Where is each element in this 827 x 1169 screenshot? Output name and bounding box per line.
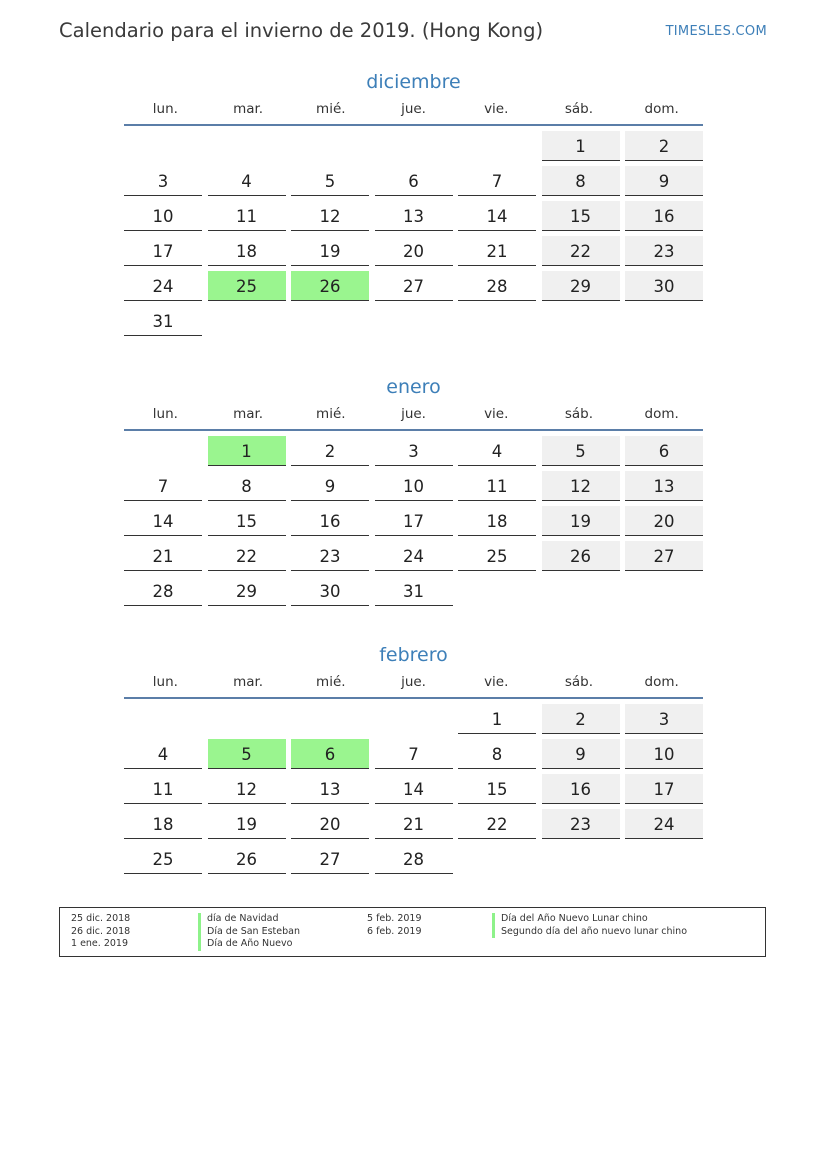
day-cell: 28 xyxy=(458,271,536,301)
legend-date: 1 ene. 2019 xyxy=(71,938,128,949)
weekday-label: sáb. xyxy=(564,674,594,690)
day-cell: 25 xyxy=(124,844,202,874)
empty-cell xyxy=(124,704,202,734)
day-cell: 6 xyxy=(625,436,703,466)
day-cell: 17 xyxy=(625,774,703,804)
weekday-label: sáb. xyxy=(564,406,594,422)
day-cell: 18 xyxy=(208,236,286,266)
day-cell: 4 xyxy=(208,166,286,196)
day-cell: 20 xyxy=(625,506,703,536)
day-cell: 31 xyxy=(124,306,202,336)
day-cell: 23 xyxy=(291,541,369,571)
holiday-day-cell: 5 xyxy=(208,739,286,769)
day-cell: 3 xyxy=(625,704,703,734)
day-cell: 10 xyxy=(625,739,703,769)
legend-date: 26 dic. 2018 xyxy=(71,925,131,937)
day-cell: 9 xyxy=(625,166,703,196)
day-grid xyxy=(124,704,703,874)
day-cell: 5 xyxy=(542,436,620,466)
weekday-label: mar. xyxy=(233,406,264,422)
empty-cell xyxy=(208,131,286,161)
day-cell: 4 xyxy=(124,739,202,769)
day-cell: 23 xyxy=(625,236,703,266)
day-cell: 6 xyxy=(375,166,453,196)
empty-cell xyxy=(208,704,286,734)
day-cell: 12 xyxy=(291,201,369,231)
legend-right-dates xyxy=(367,913,422,938)
day-cell: 13 xyxy=(625,471,703,501)
day-cell: 9 xyxy=(542,739,620,769)
empty-cell xyxy=(124,436,202,466)
day-cell: 30 xyxy=(625,271,703,301)
day-grid xyxy=(124,131,703,336)
day-cell: 12 xyxy=(208,774,286,804)
weekday-label: dom. xyxy=(644,406,679,422)
day-cell: 3 xyxy=(375,436,453,466)
weekday-header-row xyxy=(124,405,703,431)
day-cell: 11 xyxy=(458,471,536,501)
day-cell: 18 xyxy=(124,809,202,839)
holiday-day-cell: 25 xyxy=(208,271,286,301)
day-cell: 24 xyxy=(375,541,453,571)
day-cell: 23 xyxy=(542,809,620,839)
day-cell: 10 xyxy=(124,201,202,231)
day-cell: 29 xyxy=(542,271,620,301)
day-cell: 11 xyxy=(208,201,286,231)
empty-cell xyxy=(375,131,453,161)
day-cell: 8 xyxy=(208,471,286,501)
day-cell: 7 xyxy=(375,739,453,769)
day-cell: 3 xyxy=(124,166,202,196)
day-cell: 21 xyxy=(124,541,202,571)
legend-holiday-name: Día del Año Nuevo Lunar chino xyxy=(492,913,687,926)
legend-holiday-name: Segundo día del año nuevo lunar chino xyxy=(492,926,687,939)
legend-right-names xyxy=(492,913,687,938)
day-cell: 27 xyxy=(375,271,453,301)
day-cell: 27 xyxy=(625,541,703,571)
month-1 xyxy=(124,375,703,606)
day-cell: 8 xyxy=(458,739,536,769)
empty-cell xyxy=(291,131,369,161)
legend-holiday-name: día de Navidad xyxy=(198,913,300,926)
month-name: febrero xyxy=(379,644,448,666)
day-cell: 15 xyxy=(458,774,536,804)
legend-holiday-name: Día de Año Nuevo xyxy=(198,938,300,951)
weekday-label: vie. xyxy=(484,674,509,690)
legend-holiday-name: Día de San Esteban xyxy=(198,926,300,939)
day-cell: 15 xyxy=(542,201,620,231)
month-0 xyxy=(124,70,703,336)
day-cell: 19 xyxy=(291,236,369,266)
day-cell: 19 xyxy=(208,809,286,839)
empty-cell xyxy=(458,131,536,161)
day-cell: 4 xyxy=(458,436,536,466)
day-cell: 26 xyxy=(542,541,620,571)
weekday-label: lun. xyxy=(152,406,178,422)
day-cell: 9 xyxy=(291,471,369,501)
weekday-label: vie. xyxy=(484,101,509,117)
day-cell: 20 xyxy=(291,809,369,839)
empty-cell xyxy=(124,131,202,161)
weekday-label: mié. xyxy=(316,674,346,690)
day-cell: 18 xyxy=(458,506,536,536)
day-cell: 12 xyxy=(542,471,620,501)
day-cell: 8 xyxy=(542,166,620,196)
weekday-label: dom. xyxy=(644,101,679,117)
day-cell: 26 xyxy=(208,844,286,874)
weekday-header-row xyxy=(124,100,703,126)
day-cell: 2 xyxy=(625,131,703,161)
day-cell: 15 xyxy=(208,506,286,536)
weekday-label: jue. xyxy=(401,674,426,690)
day-cell: 24 xyxy=(625,809,703,839)
day-cell: 16 xyxy=(291,506,369,536)
day-cell: 14 xyxy=(458,201,536,231)
empty-cell xyxy=(375,704,453,734)
month-name: enero xyxy=(386,376,441,398)
day-cell: 13 xyxy=(375,201,453,231)
weekday-label: dom. xyxy=(644,674,679,690)
day-cell: 29 xyxy=(208,576,286,606)
day-cell: 22 xyxy=(458,809,536,839)
weekday-header-row xyxy=(124,673,703,699)
weekday-label: jue. xyxy=(401,101,426,117)
day-cell: 5 xyxy=(291,166,369,196)
day-cell: 11 xyxy=(124,774,202,804)
weekday-label: sáb. xyxy=(564,101,594,117)
day-cell: 14 xyxy=(375,774,453,804)
legend-left-names xyxy=(198,913,300,951)
day-cell: 22 xyxy=(542,236,620,266)
weekday-label: mar. xyxy=(233,674,264,690)
day-cell: 22 xyxy=(208,541,286,571)
day-cell: 7 xyxy=(458,166,536,196)
weekday-label: lun. xyxy=(152,101,178,117)
day-cell: 14 xyxy=(124,506,202,536)
month-name: diciembre xyxy=(366,71,461,93)
day-cell: 16 xyxy=(625,201,703,231)
empty-cell xyxy=(291,704,369,734)
legend-left-dates xyxy=(71,913,130,951)
day-cell: 28 xyxy=(375,844,453,874)
weekday-label: vie. xyxy=(484,406,509,422)
weekday-label: mié. xyxy=(316,406,346,422)
day-cell: 2 xyxy=(291,436,369,466)
day-cell: 19 xyxy=(542,506,620,536)
day-cell: 21 xyxy=(458,236,536,266)
legend-date: 6 feb. 2019 xyxy=(367,925,422,937)
day-cell: 20 xyxy=(375,236,453,266)
page-title: Calendario para el invierno de 2019. (Hong Kong) xyxy=(59,19,544,42)
holiday-day-cell: 26 xyxy=(291,271,369,301)
weekday-label: jue. xyxy=(401,406,426,422)
day-cell: 27 xyxy=(291,844,369,874)
weekday-label: lun. xyxy=(152,674,178,690)
day-cell: 2 xyxy=(542,704,620,734)
day-cell: 16 xyxy=(542,774,620,804)
day-cell: 7 xyxy=(124,471,202,501)
legend-date: 5 feb. 2019 xyxy=(367,913,422,924)
day-cell: 13 xyxy=(291,774,369,804)
day-cell: 1 xyxy=(458,704,536,734)
day-cell: 17 xyxy=(375,506,453,536)
day-grid xyxy=(124,436,703,606)
brand-link[interactable]: TIMESLES.COM xyxy=(665,24,767,39)
day-cell: 30 xyxy=(291,576,369,606)
weekday-label: mié. xyxy=(316,101,346,117)
day-cell: 24 xyxy=(124,271,202,301)
day-cell: 21 xyxy=(375,809,453,839)
holiday-day-cell: 1 xyxy=(208,436,286,466)
day-cell: 1 xyxy=(542,131,620,161)
day-cell: 10 xyxy=(375,471,453,501)
holiday-day-cell: 6 xyxy=(291,739,369,769)
weekday-label: mar. xyxy=(233,101,264,117)
day-cell: 17 xyxy=(124,236,202,266)
legend-date: 25 dic. 2018 xyxy=(71,913,131,924)
day-cell: 31 xyxy=(375,576,453,606)
holiday-legend xyxy=(59,907,766,957)
day-cell: 25 xyxy=(458,541,536,571)
day-cell: 28 xyxy=(124,576,202,606)
month-2 xyxy=(124,643,703,874)
